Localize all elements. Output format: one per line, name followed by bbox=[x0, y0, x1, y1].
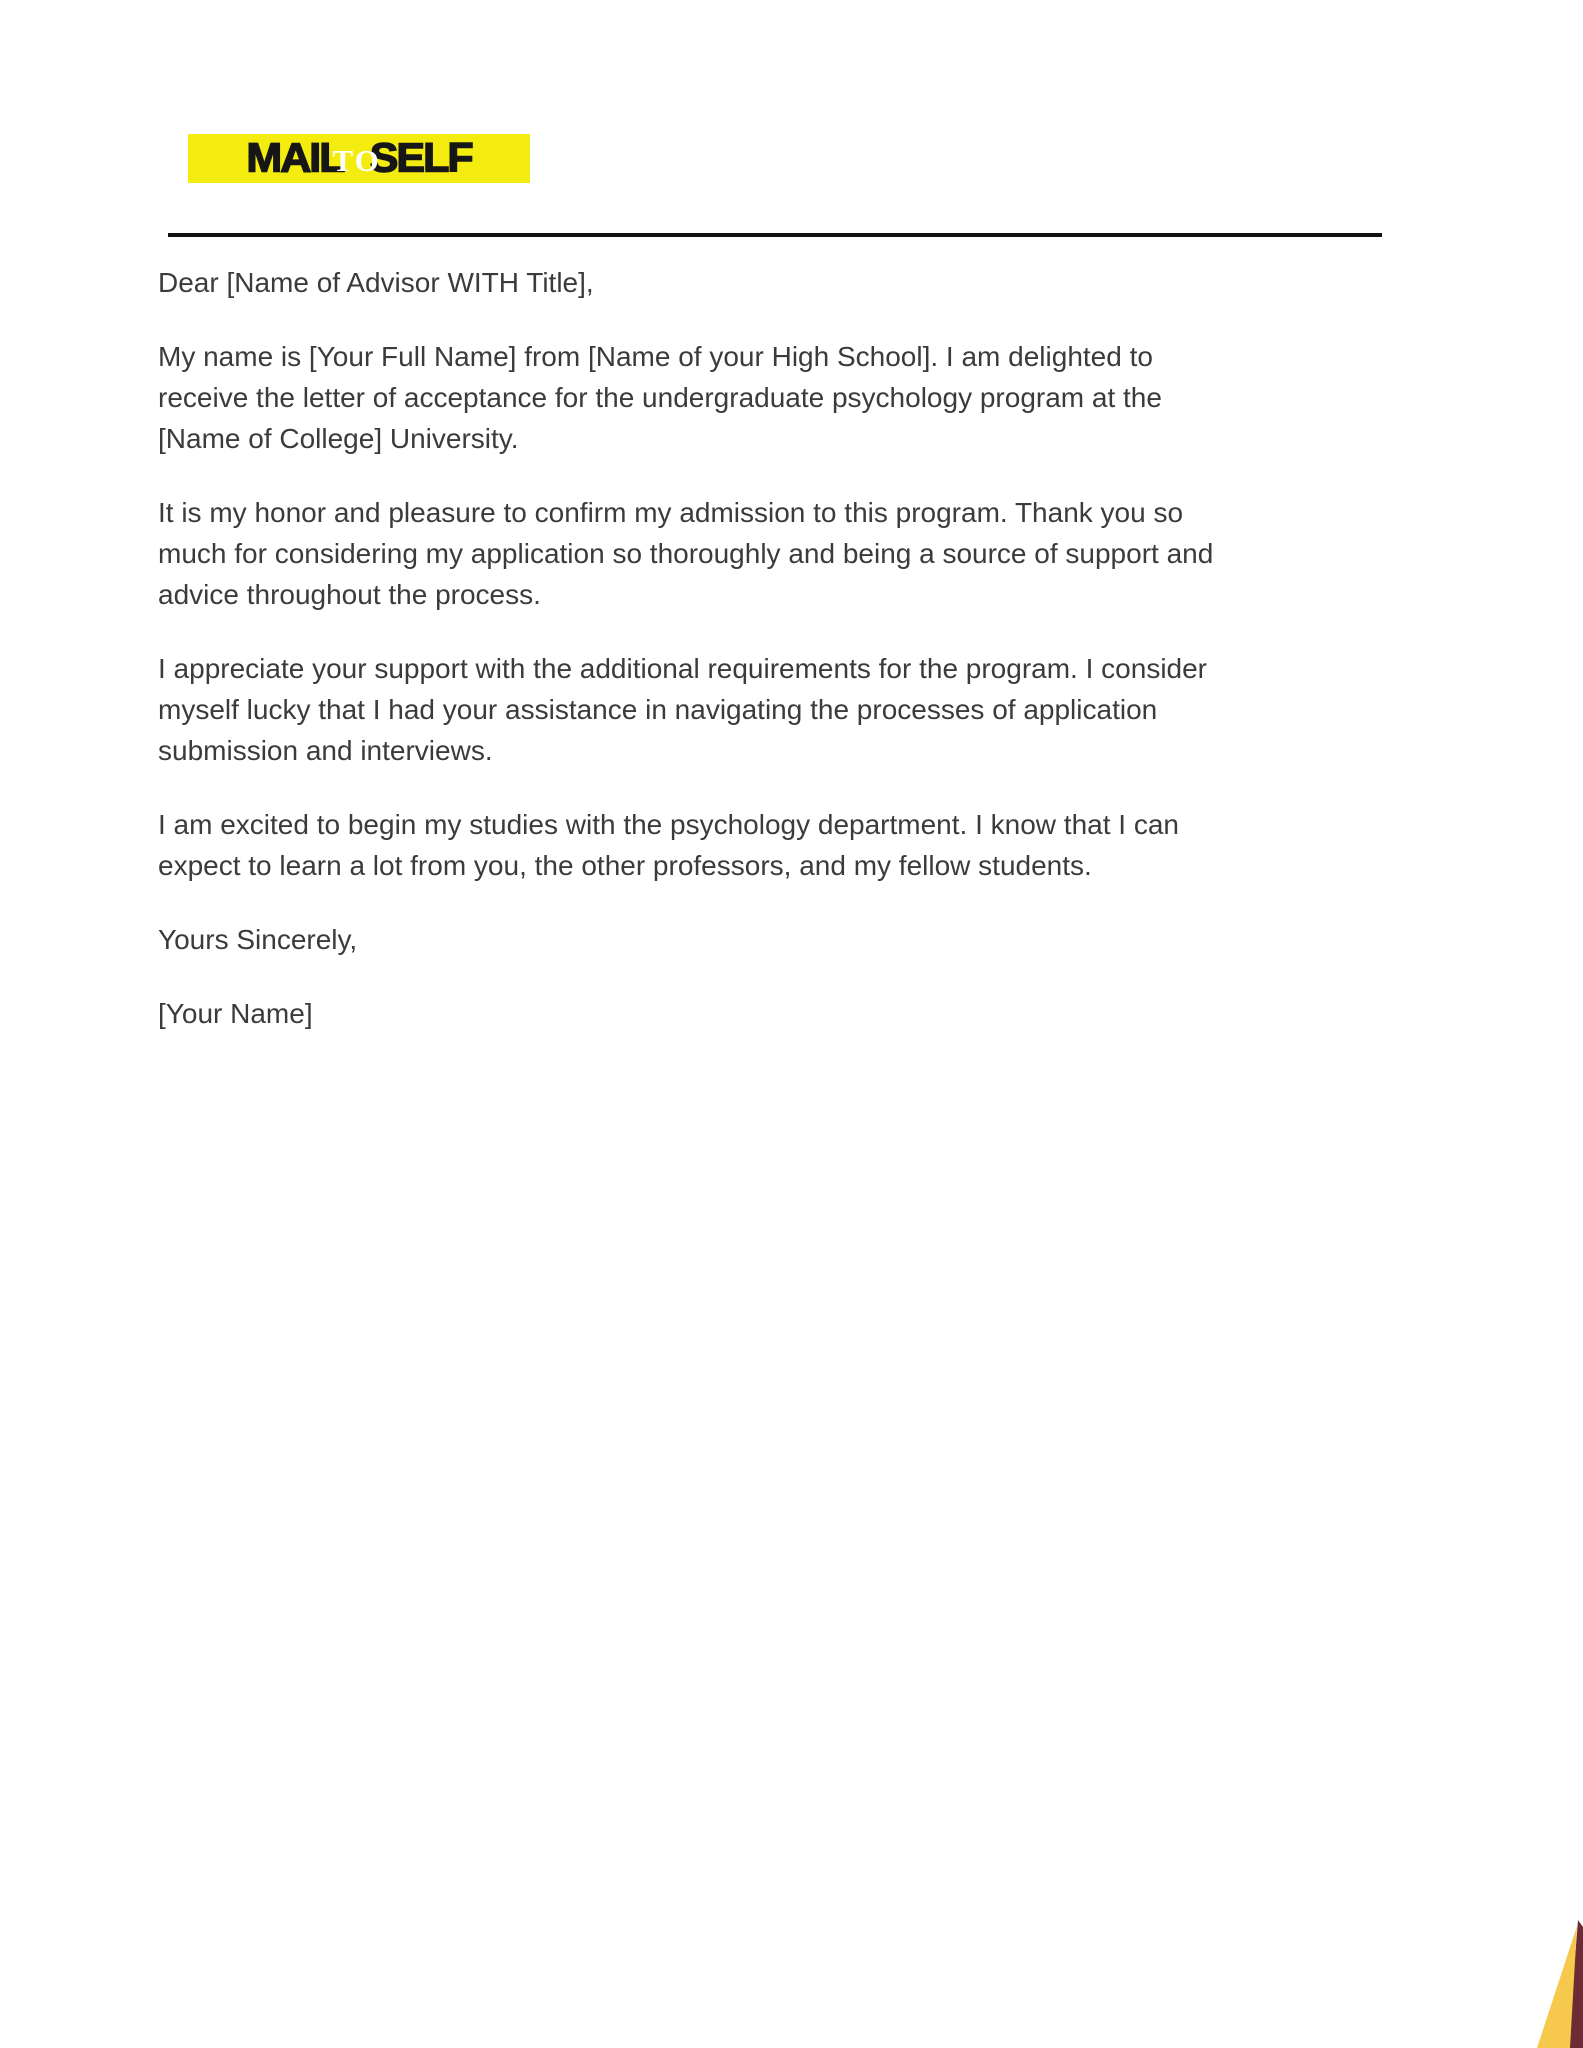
paragraph-4 bbox=[158, 804, 1408, 886]
paragraph-2-line-2: much for considering my application so thoroughly and being a source of support and bbox=[158, 538, 1214, 569]
closing-text: Yours Sincerely, bbox=[158, 924, 358, 955]
paragraph-2 bbox=[158, 492, 1408, 615]
paragraph-3-line-2: myself lucky that I had your assistance in navigating the processes of application bbox=[158, 694, 1158, 725]
salutation-text: Dear [Name of Advisor WITH Title], bbox=[158, 267, 594, 298]
paragraph-2-line-1: It is my honor and pleasure to confirm my admission to this program. Thank you so bbox=[158, 497, 1184, 528]
letter-body bbox=[158, 262, 1408, 1067]
paragraph-3 bbox=[158, 648, 1408, 771]
corner-ribbon-decoration bbox=[1460, 1815, 1583, 2048]
logo-word-to: TO bbox=[332, 143, 381, 178]
paragraph-3-line-1: I appreciate your support with the additional requirements for the program. I consider bbox=[158, 653, 1208, 684]
header-divider-line bbox=[168, 233, 1382, 237]
paragraph-3-line-3: submission and interviews. bbox=[158, 735, 493, 766]
paragraph-4-line-1: I am excited to begin my studies with the psychology department. I know that I can bbox=[158, 809, 1179, 840]
paragraph-1-line-3: [Name of College] University. bbox=[158, 423, 519, 454]
paragraph-1-line-1: My name is [Your Full Name] from [Name of your High School]. I am delighted to bbox=[158, 341, 1153, 372]
paragraph-4-line-2: expect to learn a lot from you, the other professors, and my fellow students. bbox=[158, 850, 1092, 881]
salutation bbox=[158, 262, 1408, 303]
paragraph-1-line-2: receive the letter of acceptance for the undergraduate psychology program at the bbox=[158, 382, 1162, 413]
signature bbox=[158, 993, 1408, 1034]
logo-word-self: SELF bbox=[369, 135, 472, 181]
mail-to-self-logo bbox=[188, 134, 530, 183]
paragraph-2-line-3: advice throughout the process. bbox=[158, 579, 541, 610]
logo-word-mail: MAIL bbox=[246, 135, 344, 181]
paragraph-1 bbox=[158, 336, 1408, 459]
signature-text: [Your Name] bbox=[158, 998, 313, 1029]
corner-ribbon-gold-stripe bbox=[1537, 1926, 1577, 2048]
closing bbox=[158, 919, 1408, 960]
